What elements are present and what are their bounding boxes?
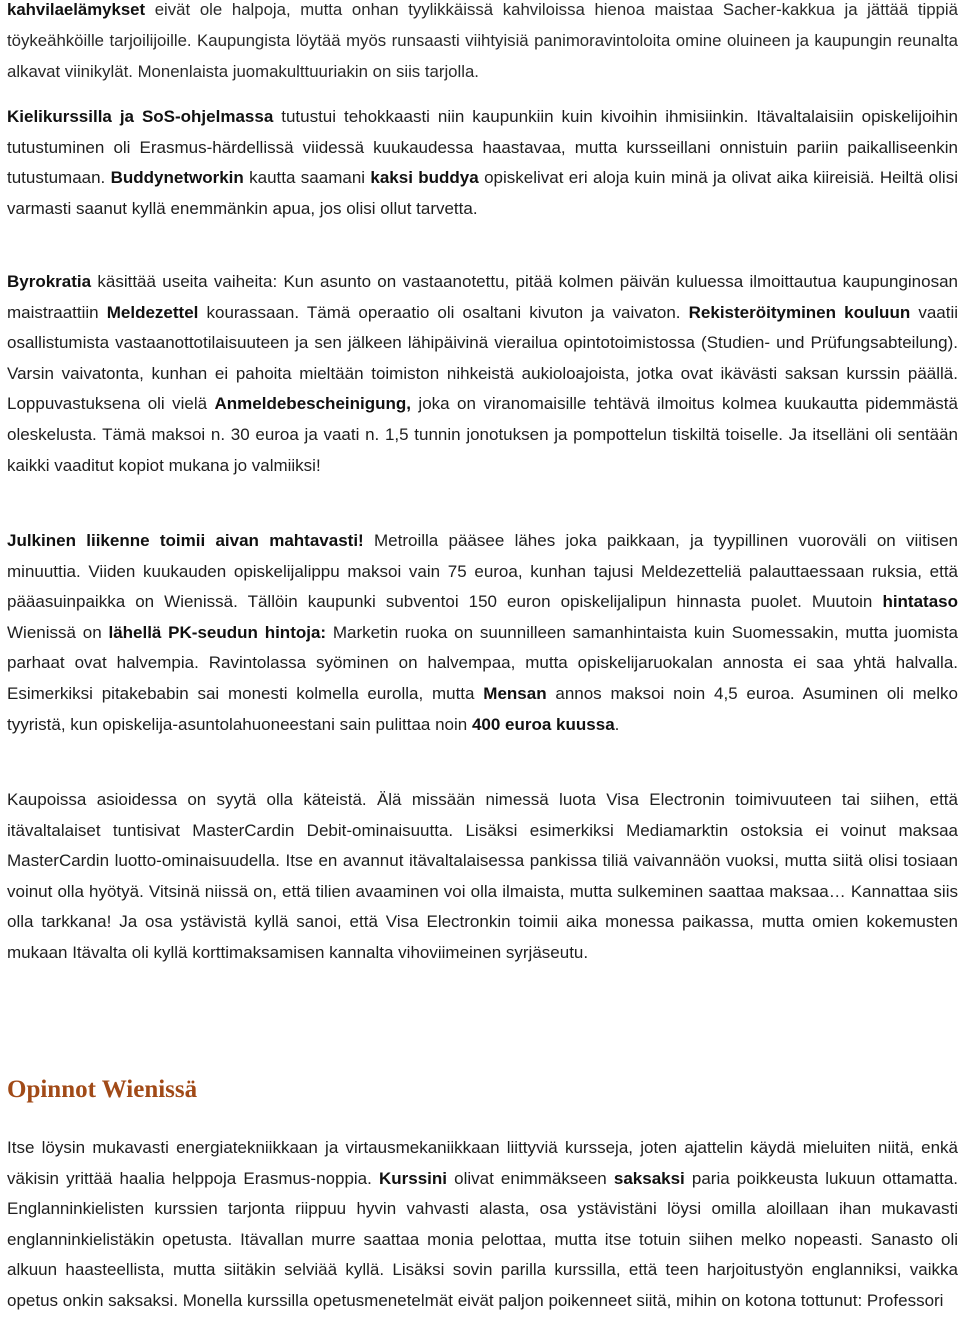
paragraph-text: joka on viranomaisille tehtävä ilmoitus kolmea kuukautta pidemmästä oleskelusta. Tämä maksoi n. 30 euroa ja vaati n. 1,5 tunnin jonotuksen ja pompottelun tiskiltä toiselle. Ja itselläni oli sentään kaikki vaaditut kopiot mukana jo valmiiksi!	[7, 394, 958, 475]
bold-phrase: kaksi buddya	[370, 168, 479, 188]
section-heading-studies: Opinnot Wienissä	[7, 1076, 198, 1103]
paragraph-text: kourassaan. Tämä operaatio oli osaltani kivuton ja vaivaton.	[198, 302, 689, 322]
paragraph-language-course	[7, 102, 958, 224]
bold-phrase: saksaksi	[613, 1168, 685, 1188]
paragraph-drinks	[7, 0, 958, 87]
paragraph-bureaucracy	[7, 267, 958, 481]
paragraph-text: Kaupoissa asioidessa on syytä olla käteistä. Älä missään nimessä luota Visa Electronin toimivuuteen tai siihen, että itävaltalaiset tuntisivat MasterCardin Debit-ominaisuutta. Lisäksi esimerkiksi Mediamarktin ostoksia ei voinut maksaa MasterCardin luotto-ominaisuudella. Itse en avannut itävaltalaisessa pankissa tiliä vaivannäön vuoksi, mutta siitä olisi tosiaan voinut olla hyötyä. Vitsinä niissä on, että tilien avaaminen voi olla ilmaista, mutta sulkeminen saattaa maksaa… Kannattaa siis olla tarkkana! Ja osa ystävistä kyllä sanoi, että Visa Electronkin toimii aika monessa paikassa, mutta omien kokemusten mukaan Itävalta oli kyllä korttimaksamisen kannalta vihoviimeinen syrjäseutu.	[7, 790, 958, 962]
paragraph-text: Wienissä on	[7, 622, 109, 642]
bold-phrase: Buddynetworkin	[110, 168, 244, 188]
paragraph-public-transport	[7, 526, 958, 740]
paragraph-text: Marketin ruoka on suunnilleen samanhintaista kuin Suomessakin, mutta juomista parhaat ovat halvempia. Ravintolassa syöminen on halvempaa, mutta opiskelijaruokalan annosta ei saa yhtä halvalla. Esimerkiksi pitakebabin sai monesti kolmella eurolla, mutta	[7, 622, 958, 703]
paragraph-text: käsittää useita vaiheita: Kun asunto on vastaanotettu, pitää kolmen päivän kuluessa ilmoittautua kaupunginosan maistraattiin	[7, 272, 958, 322]
paragraph-text: Itse löysin mukavasti energiatekniikkaan ja virtausmekaniikkaan liittyviä kursseja, joten ajattelin käydä mieluiten niitä, enkä väkisin yrittää haalia helppoja Erasmus-noppia.	[7, 1138, 958, 1188]
paragraph-text: opiskelivat eri aloja kuin minä ja olivat aika kiireisiä. Heiltä olisi varmasti saanut kyllä enemmänkin apua, jos olisi ollut tarvetta.	[7, 168, 958, 218]
bold-phrase: hintataso	[882, 592, 958, 612]
bold-phrase: Kurssini	[378, 1168, 448, 1188]
bold-phrase: Byrokratia	[7, 272, 92, 291]
bold-phrase: Mensan	[483, 683, 547, 703]
paragraph-text: Metroilla pääsee lähes joka paikkaan, ja tyypillinen vuoroväli on viitisen minuuttia. Viiden kuukauden opiskelijalippu maksoi vain 75 euroa, kunhan tajusi Meldezetteliä palauttaessaan ruksia, että pääasuinpaikka on Wienissä. Tällöin kaupunki subventoi 150 euron opiskelijalipun hinnasta puolet. Muutoin	[7, 531, 958, 612]
bold-phrase: kahvilaelämykset	[7, 0, 146, 19]
paragraph-text: kautta saamani	[243, 168, 371, 188]
bold-phrase: lähellä PK-seudun hintoja:	[108, 622, 327, 642]
bold-phrase: Kielikurssilla ja SoS-ohjelmassa	[7, 107, 274, 126]
paragraph-text: vaatii osallistumista vastaanottotilaisuuteen ja sen jälkeen lähipäivinä vierailua opintotoimistossa (Studien- und Prüfungsabteilung). Varsin vaivatonta, kunhan ei pahoita mieltään toimiston nihkeistä aukioloajoista, jotka ovat ikävästi saksan kurssin päällä. Loppuvastuksena oli vielä	[7, 302, 958, 414]
paragraph-text: .	[614, 714, 620, 734]
paragraph-text: olivat enimmäkseen	[447, 1168, 614, 1188]
paragraph-text: paria poikkeusta lukuun ottamatta. Englanninkielisten kurssien tarjonta riippuu hyvin vahvasti alasta, osa ystävistäni löysi omilla aloillaan ihan mukavasti englanninkielistäkin opetusta. Itävallan murre saattaa monia pelottaa, mutta itse totuin siihen melko nopeasti. Sanasto oli alkuun haasteellista, mutta siitäkin selviää kyllä. Lisäksi sovin parilla kurssilla, että teen harjoitustyön englanniksi, vaikka opetus onkin saksaksi. Monella kurssilla opetusmenetelmät eivät paljon poikenneet siitä, mihin on kotona tottunut: Professori	[7, 1168, 958, 1310]
bold-phrase: Meldezettel	[106, 302, 199, 322]
bold-phrase: Anmeldebescheinigung,	[214, 394, 411, 414]
paragraph-studies	[7, 1133, 958, 1317]
bold-phrase: 400 euroa kuussa	[471, 714, 615, 734]
bold-phrase: Rekisteröityminen kouluun	[688, 302, 911, 322]
paragraph-text: eivät ole halpoja, mutta onhan tyylikkäissä kahviloissa hienoa maistaa Sacher-kakkua ja jättää tippiä töykeähköille tarjoilijoille. Kaupungista löytää myös runsaasti viihtyisiä panimoravintoloita omine oluineen ja kaupungin reunalta alkavat viinikylät. Monenlaista juomakulttuuriakin on siis tarjolla.	[7, 0, 958, 81]
paragraph-text: annos maksoi noin 4,5 euroa. Asuminen oli melko tyyristä, kun opiskelija-asuntolahuoneestani sain pulittaa noin	[7, 683, 958, 734]
bold-phrase: Julkinen liikenne toimii aivan mahtavasti!	[7, 531, 364, 550]
paragraph-payments	[7, 785, 958, 969]
paragraph-text: tutustui tehokkaasti niin kaupunkiin kuin kivoihin ihmisiinkin. Itävaltalaisiin opiskelijoihin tutustuminen oli Erasmus-härdellissä viidessä kuukaudessa haastavaa, mutta kursseillani onnistuin pariin paikalliseenkin tutustumaan.	[7, 107, 958, 188]
